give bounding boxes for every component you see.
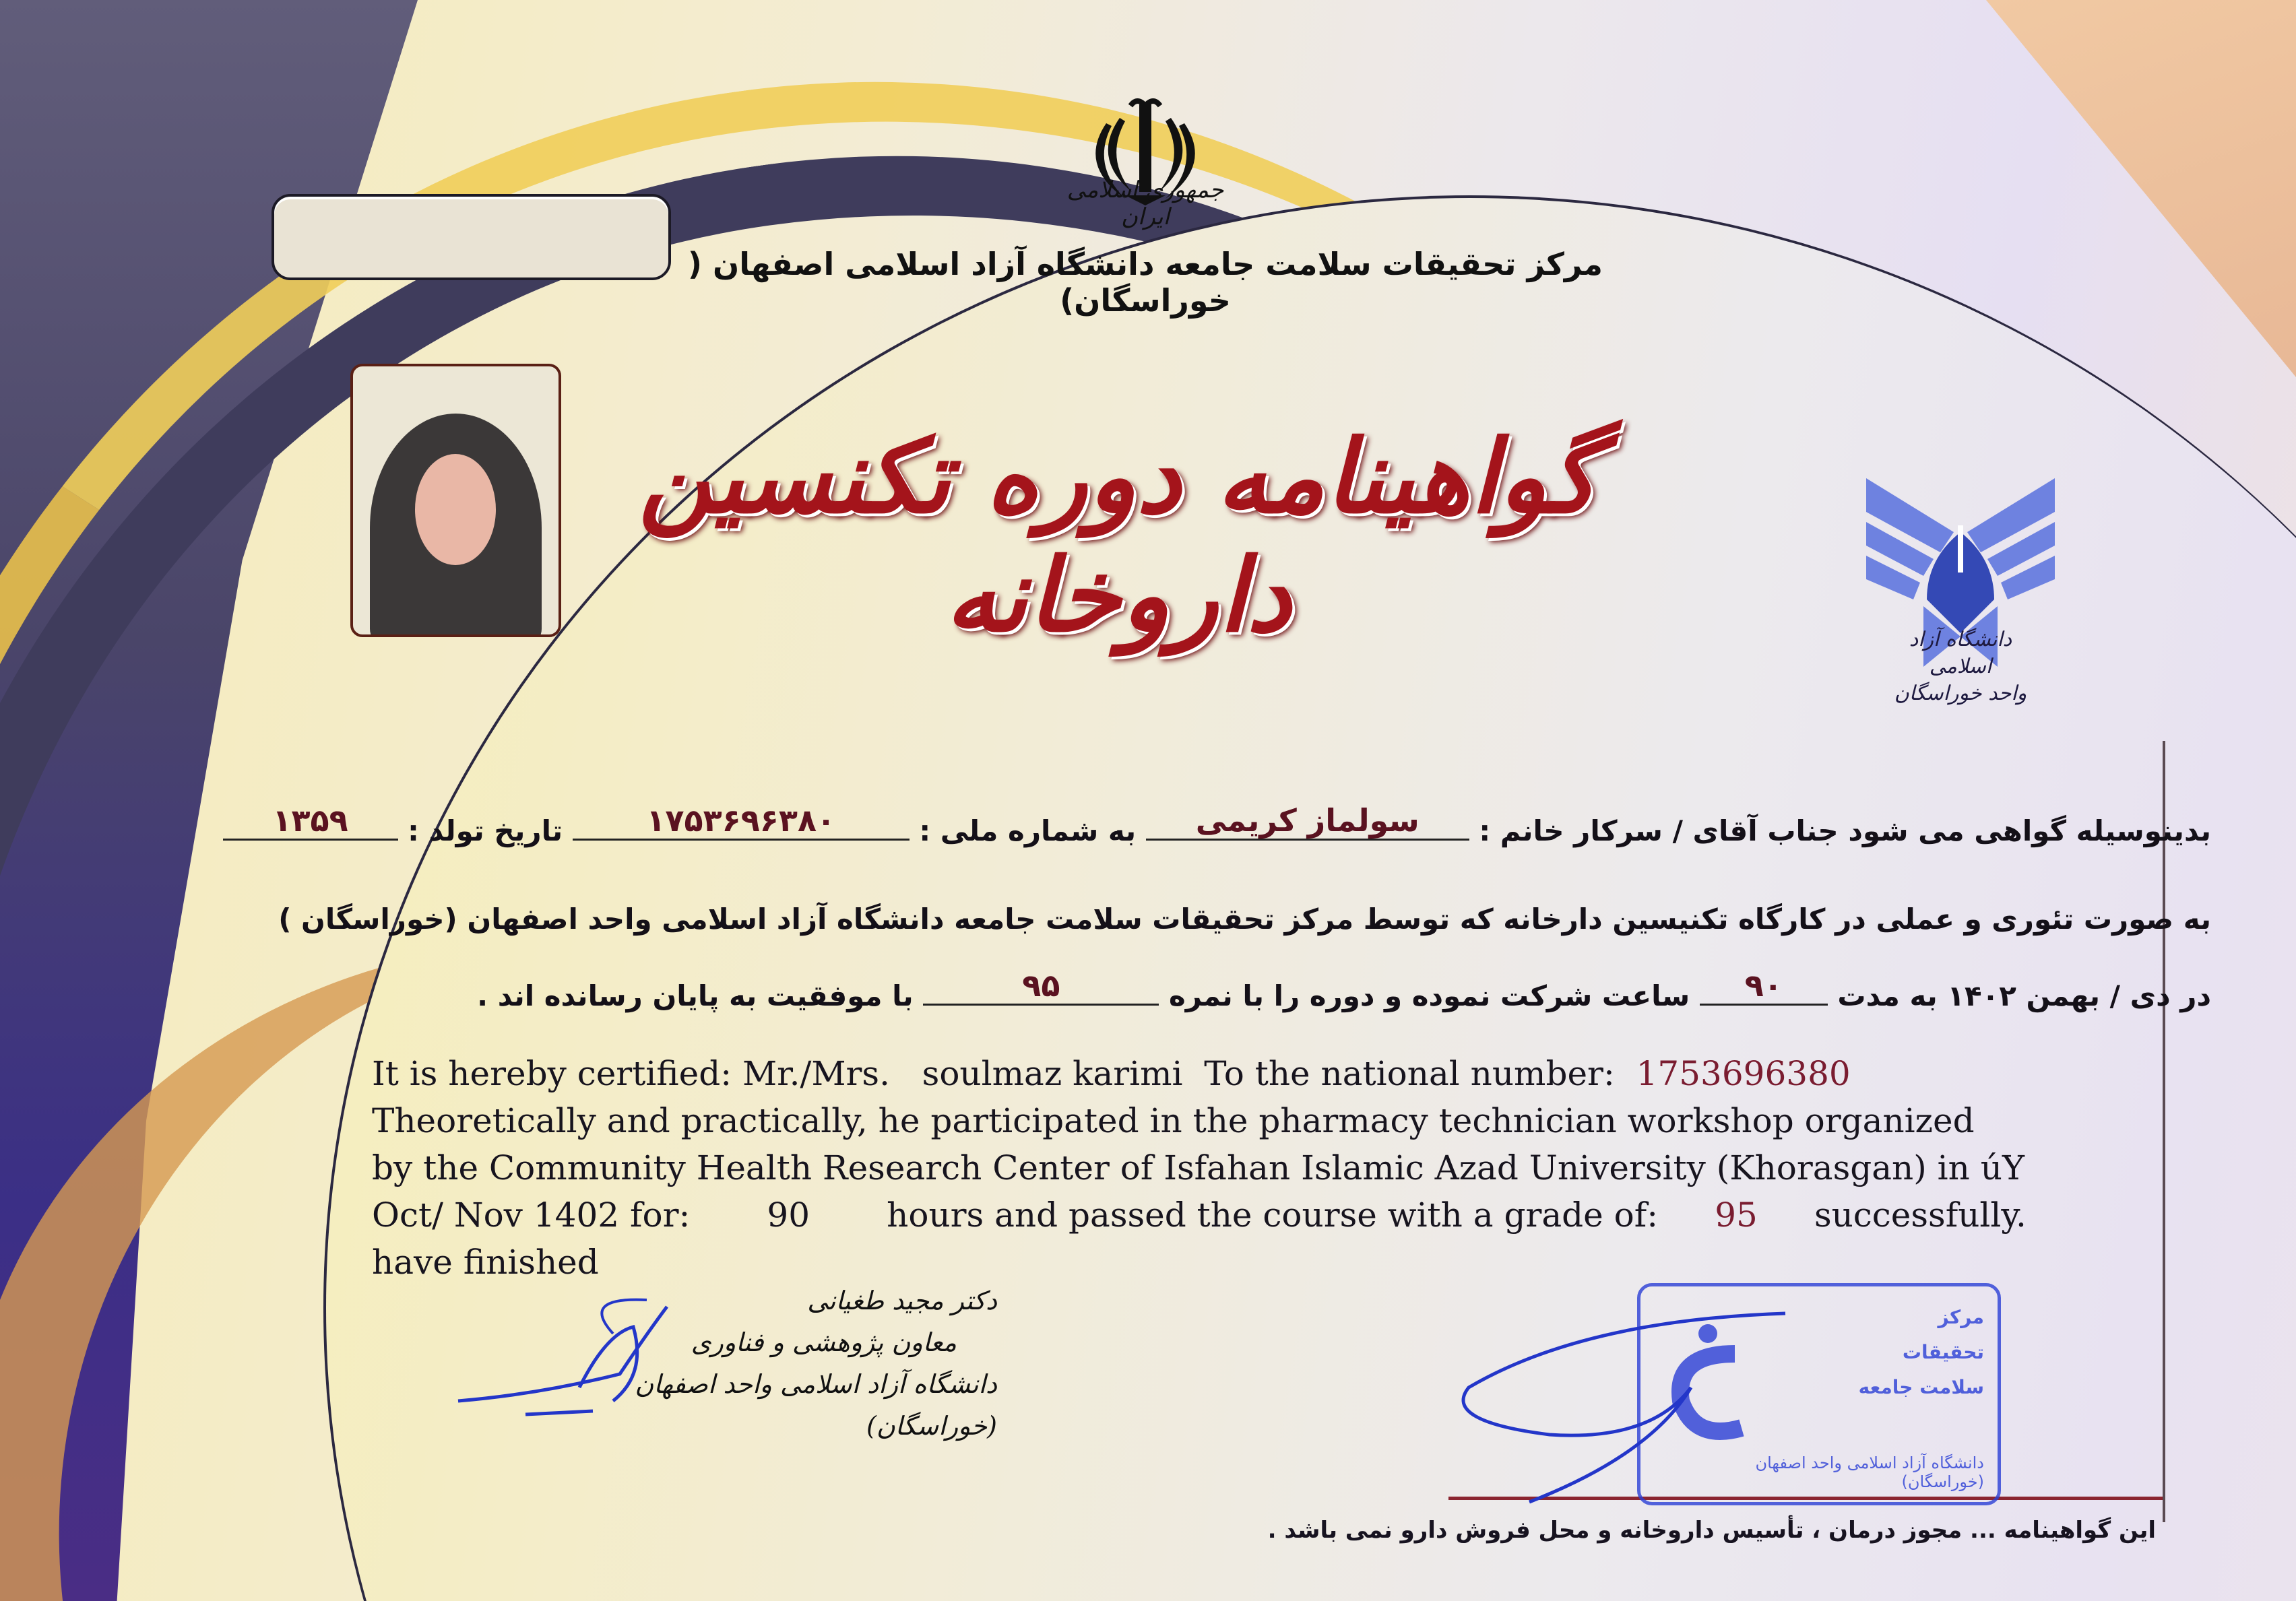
signatory-institution: دانشگاه آزاد اسلامی واحد اصفهان (خوراسگان) bbox=[635, 1369, 997, 1441]
footer-disclaimer: این گواهینامه ... مجوز درمان ، تأسیس داروخانه و محل فروش دارو نمی باشد . bbox=[1267, 1517, 2156, 1544]
emblem-caption: جمهوری اسلامی ایران bbox=[1066, 176, 1224, 230]
persian-line-3: در دی / بهمن ۱۴۰۲ به مدت ۹۰ ساعت شرکت نموده و دوره را با نمره ۹۵ با موفقیت به پایان رسانده اند . bbox=[477, 967, 2211, 1012]
left-signatory bbox=[525, 1280, 997, 1447]
english-line-2: Theoretically and practically, he participated in the pharmacy technician workshop organized bbox=[372, 1101, 1975, 1140]
persian-line-2: به صورت تئوری و عملی در کارگاه تکنیسین دارخانه که توسط مرکز تحقیقات سلامت جامعه دانشگاه آزاد اسلامی واحد اصفهان (خوراسگان ) bbox=[278, 903, 2211, 936]
official-stamp: مرکز تحقیقات سلامت جامعه دانشگاه آزاد اسلامی واحد اصفهان (خوراسگان) bbox=[1637, 1283, 2001, 1505]
hours-fa: ۹۰ bbox=[1700, 967, 1828, 1006]
hours-en: 90 bbox=[767, 1196, 810, 1235]
certificate-title: گواهینامه دوره تکنسین داروخانه bbox=[638, 418, 1599, 655]
organization-title: مرکز تحقیقات سلامت جامعه دانشگاه آزاد اسلامی اصفهان ( خوراسگان) bbox=[687, 246, 1603, 319]
english-line-1: It is hereby certified: Mr./Mrs. soulmaz karimi To the national number: 1753696380 bbox=[372, 1054, 1851, 1093]
english-line-5: have finished bbox=[372, 1243, 599, 1282]
decorative-corner bbox=[1986, 0, 2296, 377]
recipient-name-fa: سولماز کریمی bbox=[1146, 802, 1469, 841]
portrait-photo bbox=[350, 364, 561, 637]
grade-en: 95 bbox=[1715, 1196, 1758, 1235]
national-number-fa: ۱۷۵۳۶۹۶۳۸۰ bbox=[573, 802, 910, 841]
national-number-en: 1753696380 bbox=[1636, 1054, 1851, 1093]
birth-year-fa: ۱۳۵۹ bbox=[223, 802, 398, 841]
logo-caption: دانشگاه آزاد اسلامی واحد خوراسگان bbox=[1894, 628, 2027, 705]
grade-fa: ۹۵ bbox=[923, 967, 1159, 1006]
divider bbox=[2163, 741, 2165, 1522]
english-line-3: by the Community Health Research Center of Isfahan Islamic Azad University (Khorasgan) in úY bbox=[372, 1148, 2024, 1187]
stamp-signature-mark bbox=[1448, 1307, 1799, 1509]
persian-line-1: بدینوسیله گواهی می شود جناب آقای / سرکار خانم : سولماز کریمی به شماره ملی : ۱۷۵۳۶۹۶۳۸۰ تاریخ تولد : ۱۳۵۹ bbox=[223, 812, 2211, 850]
signatory-name: دکتر مجید طغیانی bbox=[807, 1286, 997, 1315]
recipient-name-en: soulmaz karimi bbox=[922, 1054, 1183, 1093]
english-line-4: Oct/ Nov 1402 for: 90 hours and passed the course with a grade of: 95 successfully. bbox=[372, 1196, 2027, 1235]
signatory-role: معاون پژوهشی و فناوری bbox=[691, 1328, 957, 1357]
redacted-field bbox=[272, 194, 671, 280]
